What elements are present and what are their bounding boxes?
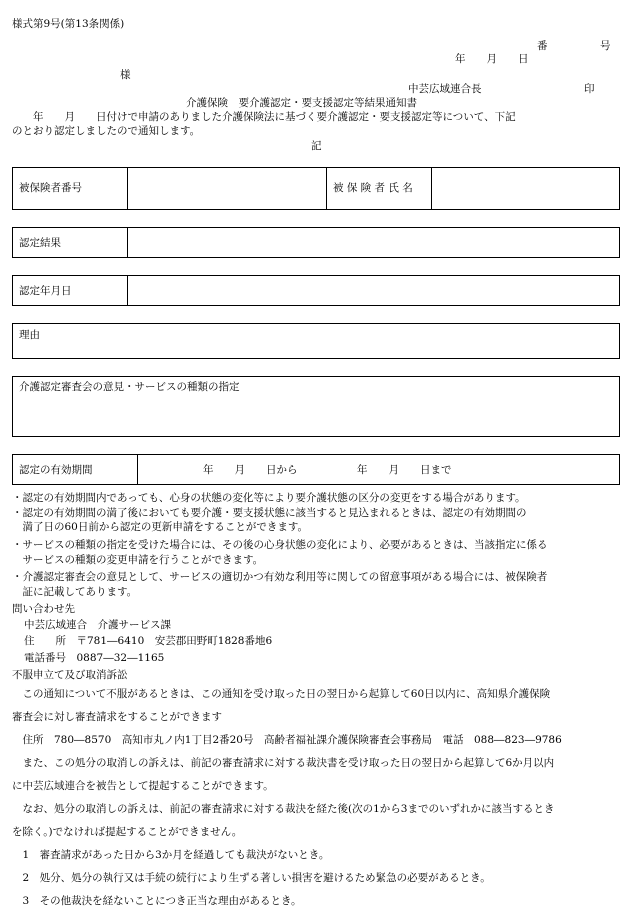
- result-field[interactable]: [130, 230, 616, 255]
- reason-label: 理由: [19, 329, 40, 341]
- insured-name-field[interactable]: [434, 170, 617, 207]
- date-label: 認定年月日: [19, 285, 72, 297]
- insured-number-field[interactable]: [130, 170, 324, 207]
- note-line: 証に記載してあります。: [12, 586, 138, 598]
- contact-office: 中芸広域連合 介護サービス課: [24, 619, 171, 631]
- appeal-line: 審査会に対し審査請求をすることができます: [12, 711, 222, 723]
- document-number: 番 号: [537, 40, 611, 52]
- note-line: ・サービスの種類の指定を受けた場合には、その後の心身状態の変化により、必要があるときは、当該指定に係る: [12, 539, 548, 551]
- reason-box[interactable]: [12, 323, 620, 359]
- appeal-line: 1 審査請求があった日から3か月を経過しても裁決がないとき。: [12, 849, 330, 861]
- appeal-line: を除く。)でなければ提起することができません。: [12, 826, 243, 838]
- insured-number-label: 被保険者番号: [19, 182, 82, 194]
- period-from: 年 月 日から: [203, 464, 298, 476]
- seal-mark: 印: [584, 83, 595, 95]
- contact-address: 住 所 〒781―6410 安芸郡田野町1828番地6: [24, 635, 273, 647]
- document-title: 介護保険 要介護認定・要支援認定等結果通知書: [186, 97, 417, 109]
- appeal-line: 3 その他裁決を経ないことにつき正当な理由があるとき。: [12, 895, 302, 907]
- opinion-label: 介護認定審査会の意見・サービスの種類の指定: [19, 381, 240, 393]
- ki-heading: 記: [311, 140, 322, 152]
- form-number: 様式第9号(第13条関係): [12, 18, 125, 30]
- result-row: [12, 227, 620, 258]
- appeal-line: 2 処分、処分の執行又は手続の続行により生ずる著しい損害を避けるため緊急の必要があるとき。: [12, 872, 491, 884]
- appeal-line: また、この処分の取消しの訴えは、前記の審査請求に対する裁決書を受け取った日の翌日から起算して6か月以内: [12, 757, 555, 769]
- appeal-heading: 不服申立て及び取消訴訟: [12, 669, 128, 681]
- period-row: [12, 454, 620, 485]
- date-row: [12, 275, 620, 306]
- appeal-line: なお、処分の取消しの訴えは、前記の審査請求に対する裁決を経た後(次の1から3までのいずれかに該当するとき: [12, 803, 555, 815]
- intro-text-line2: のとおり認定しましたので通知します。: [12, 125, 201, 137]
- intro-text-line1: 年 月 日付けで申請のありました介護保険法に基づく要介護認定・要支援認定等について、下記: [12, 111, 516, 123]
- contact-phone: 電話番号 0887―32―1165: [24, 652, 165, 664]
- period-label: 認定の有効期間: [19, 464, 93, 476]
- note-line: ・認定の有効期間の満了後においても要介護・要支援状態に該当すると見込まれるときは、認定の有効期間の: [12, 507, 527, 519]
- appeal-line: に中芸広域連合を被告として提起することができます。: [12, 780, 274, 792]
- note-line: ・介護認定審査会の意見として、サービスの適切かつ有効な利用等に関しての留意事項がある場合には、被保険者: [12, 571, 548, 583]
- issuer-name: 中芸広域連合長: [408, 83, 482, 95]
- note-line: ・認定の有効期間内であっても、心身の状態の変化等により要介護状態の区分の変更をする場合があります。: [12, 492, 526, 504]
- insured-row: [12, 167, 620, 210]
- note-line: 満了日の60日前から認定の更新申請をすることができます。: [12, 521, 309, 533]
- result-label: 認定結果: [19, 237, 61, 249]
- addressee-suffix: 様: [120, 69, 131, 81]
- issue-date: 年 月 日: [455, 53, 529, 65]
- contact-heading: 問い合わせ先: [12, 603, 75, 615]
- insured-name-label: 被 保 険 者 氏 名: [333, 182, 413, 194]
- note-line: サービスの種類の変更申請を行うことができます。: [12, 554, 264, 566]
- period-to: 年 月 日まで: [357, 464, 452, 476]
- opinion-box[interactable]: [12, 376, 620, 437]
- appeal-line: この通知について不服があるときは、この通知を受け取った日の翌日から起算して60日以内に、高知県介護保険: [12, 688, 551, 700]
- date-field[interactable]: [130, 278, 616, 303]
- appeal-line: 住所 780―8570 高知市丸ノ内1丁目2番20号 高齢者福祉課介護保険審査会事務局 電話 088―823―9786: [12, 734, 562, 746]
